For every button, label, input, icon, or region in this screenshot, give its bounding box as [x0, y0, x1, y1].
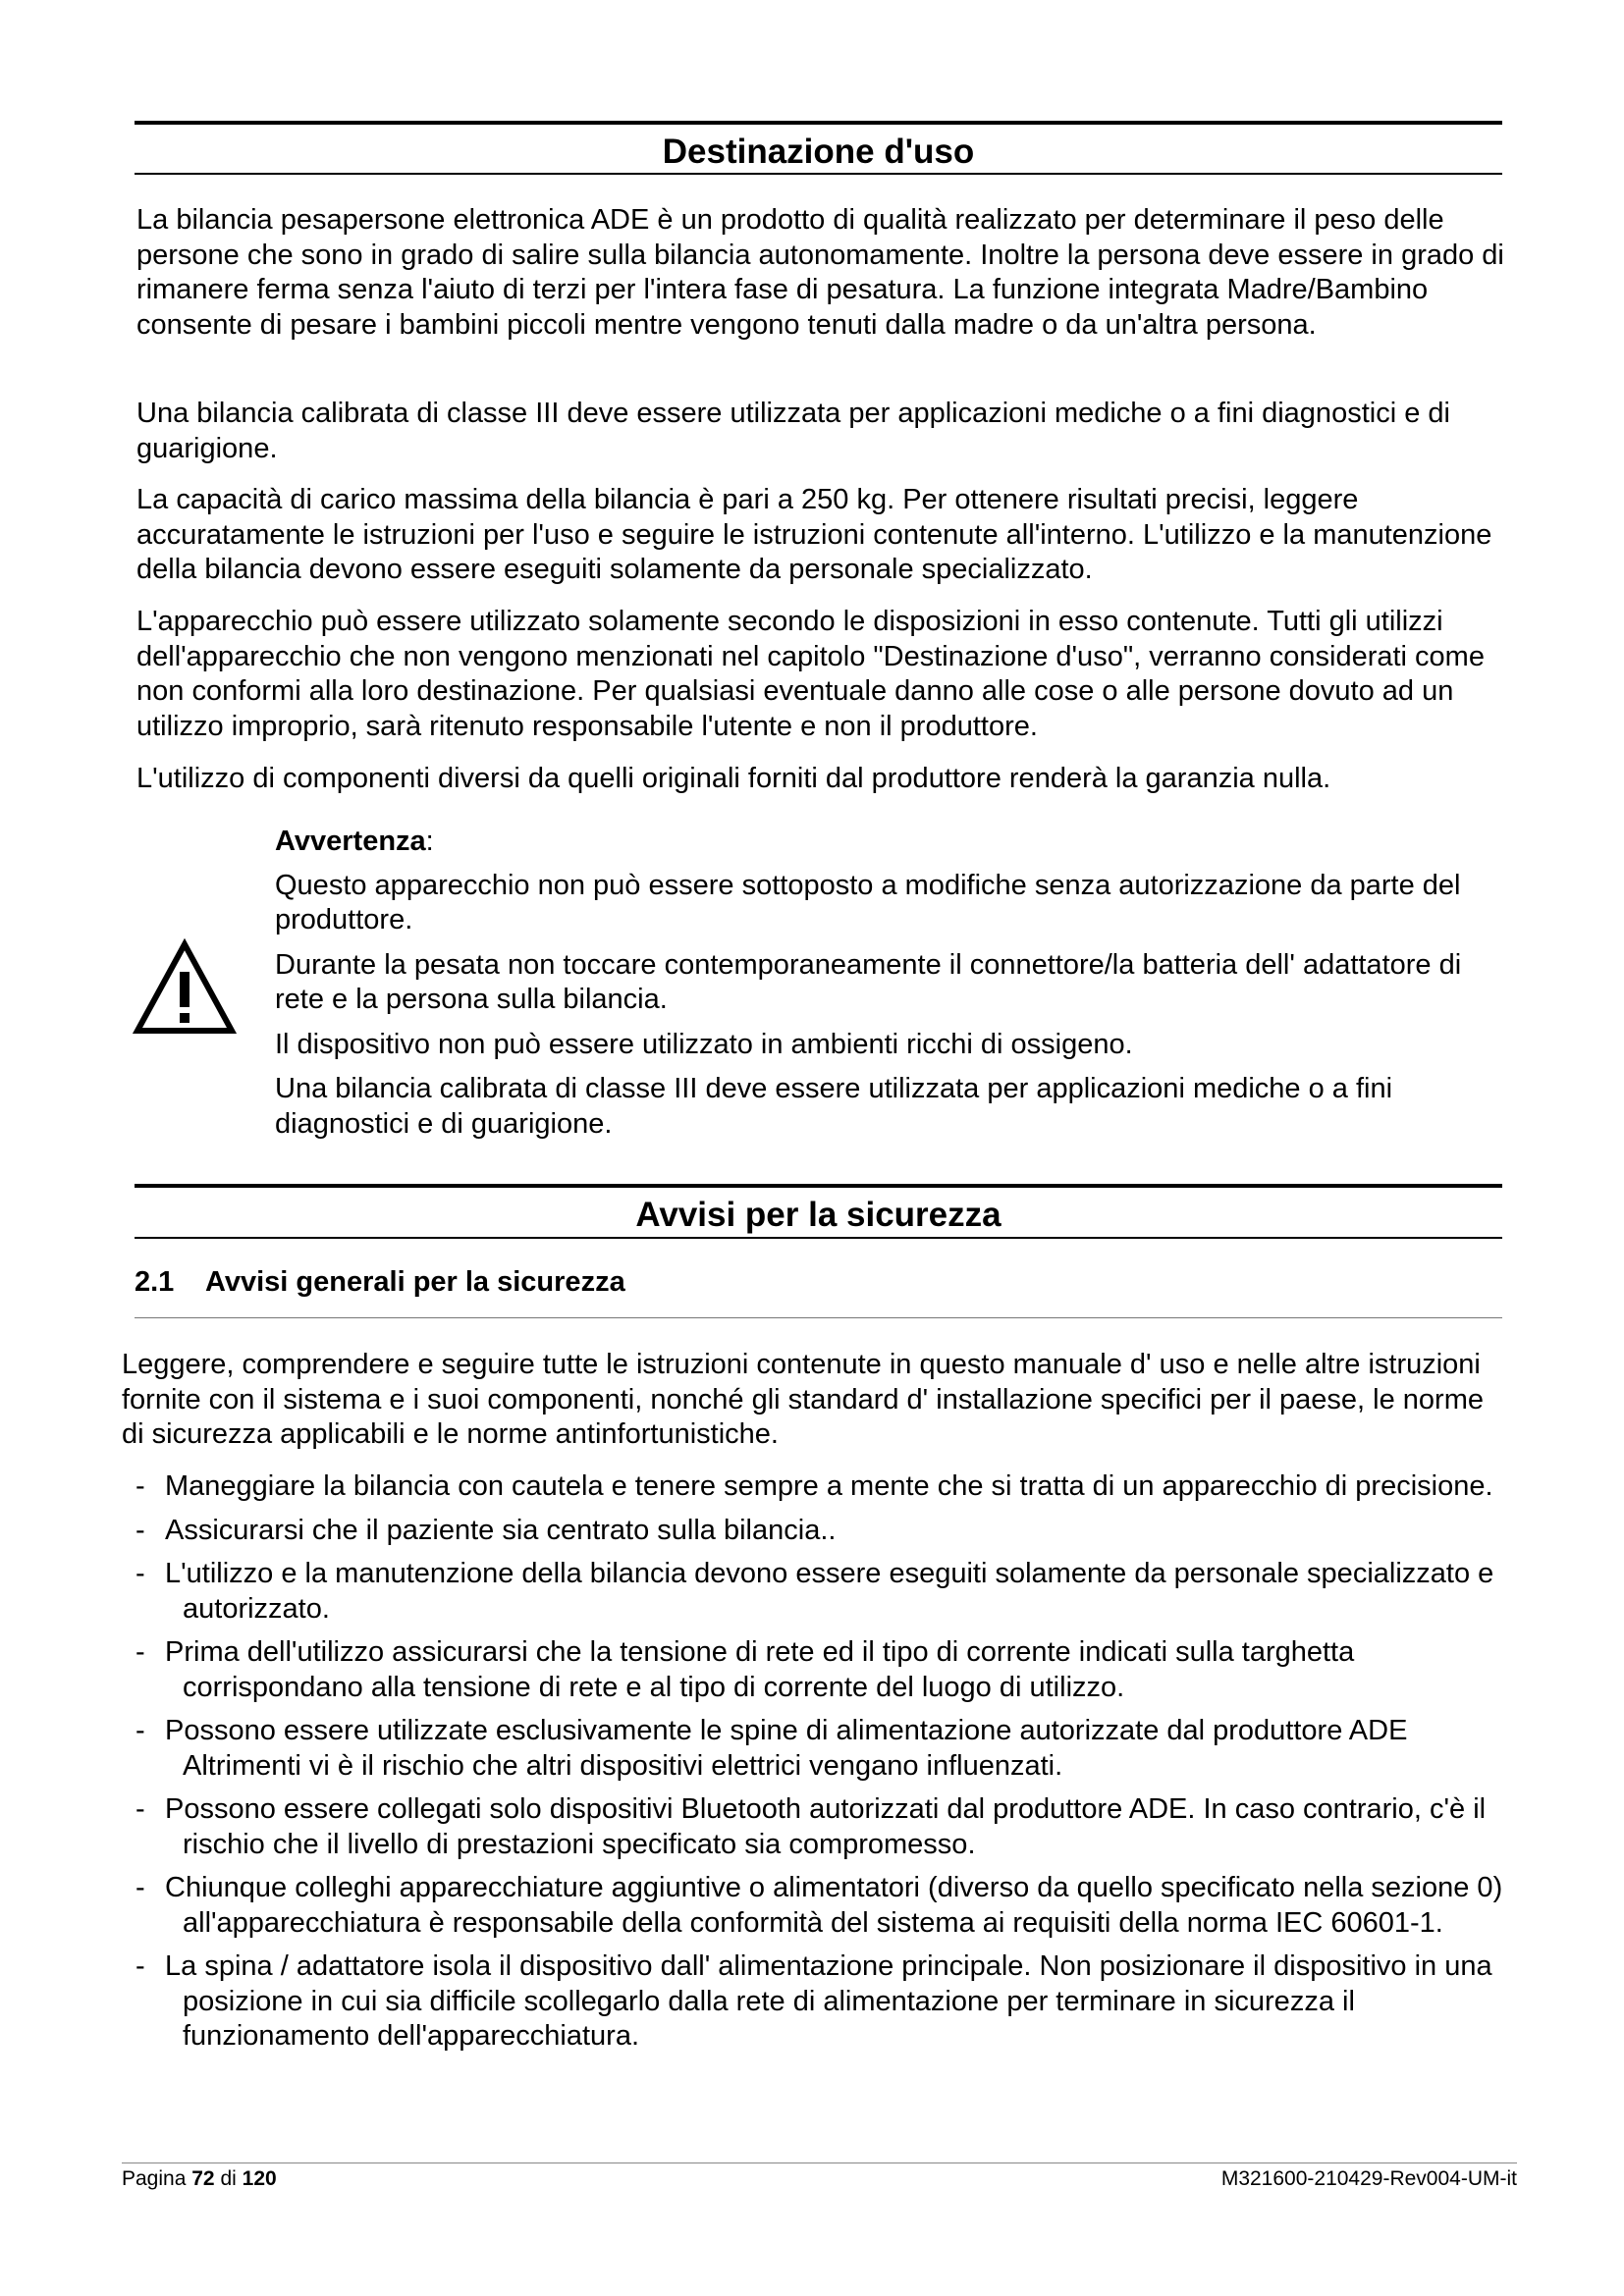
- warning-colon: :: [425, 826, 434, 857]
- page-number: [122, 2167, 277, 2191]
- warning-triangle-icon: [132, 938, 238, 1037]
- section-heading-destinazione-uso: [135, 121, 1502, 175]
- list-item: [122, 1635, 1516, 1705]
- paragraph-intro: La bilancia pesapersone elettronica ADE è un prodotto di qualità realizzato per determinare il peso delle persone che sono in grado di salire sulla bilancia autonomamente. Inoltre la persona deve essere in grado di rimanere ferma senza l'aiuto di terzi per l'intera fase di pesatura. La funzione integrata Madre/Bambino consente di pesare i bambini piccoli mentre vengono tenuti dalla madre o da un'altra persona.: [136, 204, 1504, 341]
- section-title: Avvisi per la sicurezza: [635, 1196, 1001, 1234]
- bullet-dash: -: [135, 1872, 145, 1903]
- bullet-dash: -: [135, 1950, 145, 1982]
- list-item-text: Possono essere collegati solo dispositivi Bluetooth autorizzati dal produttore ADE. In caso contrario, c'è il rischio che il livello di prestazioni specificato sia compromesso.: [165, 1793, 1487, 1860]
- warning-heading: [275, 825, 1483, 860]
- list-item: [122, 1714, 1516, 1784]
- list-item-text: Prima dell'utilizzo assicurarsi che la tensione di rete ed il tipo di corrente indicati sulla targhetta corrispondano alla tensione di rete e al tipo di corrente del luogo di utilizzo.: [165, 1636, 1355, 1703]
- subsection-number: 2.1: [135, 1266, 175, 1298]
- page-of: di: [220, 2167, 237, 2190]
- page-total: 120: [242, 2167, 277, 2190]
- warning-title: Avvertenza: [275, 826, 426, 857]
- warning-item: Durante la pesata non toccare contemporaneamente il connettore/la batteria dell' adattatore di rete e la persona sulla bilancia.: [275, 948, 1462, 1015]
- bullet-dash: -: [135, 1636, 145, 1668]
- page-prefix: Pagina: [122, 2167, 187, 2190]
- paragraph-class-iii: Una bilancia calibrata di classe III deve essere utilizzata per applicazioni mediche o a fini diagnostici e di guarigione.: [136, 398, 1450, 464]
- bullet-dash: -: [135, 1470, 145, 1502]
- bullet-dash: -: [135, 1793, 145, 1825]
- paragraph-warranty: L'utilizzo di componenti diversi da quelli originali forniti dal produttore renderà la garanzia nulla.: [136, 763, 1331, 794]
- warning-block: [275, 825, 1483, 1142]
- list-item-text: Possono essere utilizzate esclusivamente le spine di alimentazione autorizzate dal produttore ADE Altrimenti vi è il rischio che altri dispositivi elettrici vengano influenzati.: [165, 1715, 1408, 1782]
- list-item-text: Chiunque colleghi apparecchiature aggiuntive o alimentatori (diverso da quello specificato nella sezione 0) all'apparecchiatura è responsabile della conformità del sistema ai requisiti della norma IEC 60601-1.: [165, 1872, 1503, 1939]
- subsection-title: Avvisi generali per la sicurezza: [205, 1266, 625, 1298]
- list-item: [122, 1871, 1516, 1941]
- subsection-heading: [135, 1266, 1502, 1318]
- list-item-text: Maneggiare la bilancia con cautela e tenere sempre a mente che si tratta di un apparecchio di precisione.: [165, 1470, 1493, 1502]
- list-item: [122, 1792, 1516, 1862]
- list-item: [122, 1514, 1516, 1549]
- bullet-dash: -: [135, 1514, 145, 1546]
- paragraph-usage: L'apparecchio può essere utilizzato solamente secondo le disposizioni in esso contenute. Tutti gli utilizzi dell'apparecchio che non vengono menzionati nel capitolo "Destinazione d'uso", verranno considerati come non conformi alla loro destinazione. Per qualsiasi eventuale danno alle cose o alle persone dovuto ad un utilizzo improprio, sarà ritenuto responsabile l'utente e non il produttore.: [136, 606, 1485, 742]
- warning-item: Il dispositivo non può essere utilizzato in ambienti ricchi di ossigeno.: [275, 1028, 1133, 1060]
- safety-intro-paragraph: Leggere, comprendere e seguire tutte le istruzioni contenute in questo manuale d' uso e nelle altre istruzioni fornite con il sistema e i suoi componenti, nonché gli standard d' installazione specifici per il paese, le norme di sicurezza applicabili e le norme antinfortunistiche.: [122, 1349, 1485, 1450]
- list-item: [122, 1949, 1516, 2055]
- section-heading-avvisi-sicurezza: [135, 1184, 1502, 1239]
- list-item: [122, 1469, 1516, 1505]
- bullet-dash: -: [135, 1715, 145, 1746]
- list-item-text: Assicurarsi che il paziente sia centrato sulla bilancia..: [165, 1514, 837, 1546]
- warning-item: Una bilancia calibrata di classe III deve essere utilizzata per applicazioni mediche o a fini diagnostici e di guarigione.: [275, 1073, 1393, 1140]
- safety-bullet-list: [122, 1469, 1516, 2063]
- list-item-text: L'utilizzo e la manutenzione della bilancia devono essere eseguiti solamente da personale specializzato e autorizzato.: [165, 1558, 1494, 1625]
- document-id: M321600-210429-Rev004-UM-it: [1220, 2167, 1517, 2190]
- bullet-dash: -: [135, 1558, 145, 1589]
- paragraph-capacity: La capacità di carico massima della bilancia è pari a 250 kg. Per ottenere risultati precisi, leggere accuratamente le istruzioni per l'uso e seguire le istruzioni contenute all'interno. L'utilizzo e la manutenzione della bilancia devono essere eseguiti solamente da personale specializzato.: [136, 484, 1492, 585]
- section-title: Destinazione d'uso: [662, 133, 975, 171]
- warning-item: Questo apparecchio non può essere sottoposto a modifiche senza autorizzazione da parte del produttore.: [275, 869, 1461, 935]
- list-item: [122, 1557, 1516, 1627]
- list-item-text: La spina / adattatore isola il dispositivo dall' alimentazione principale. Non posizionare il dispositivo in una posizione in cui sia difficile scollegarlo dalla rete di alimentazione per terminare in sicurezza il funzionamento dell'apparecchiatura.: [165, 1950, 1492, 2052]
- page-current: 72: [191, 2167, 215, 2190]
